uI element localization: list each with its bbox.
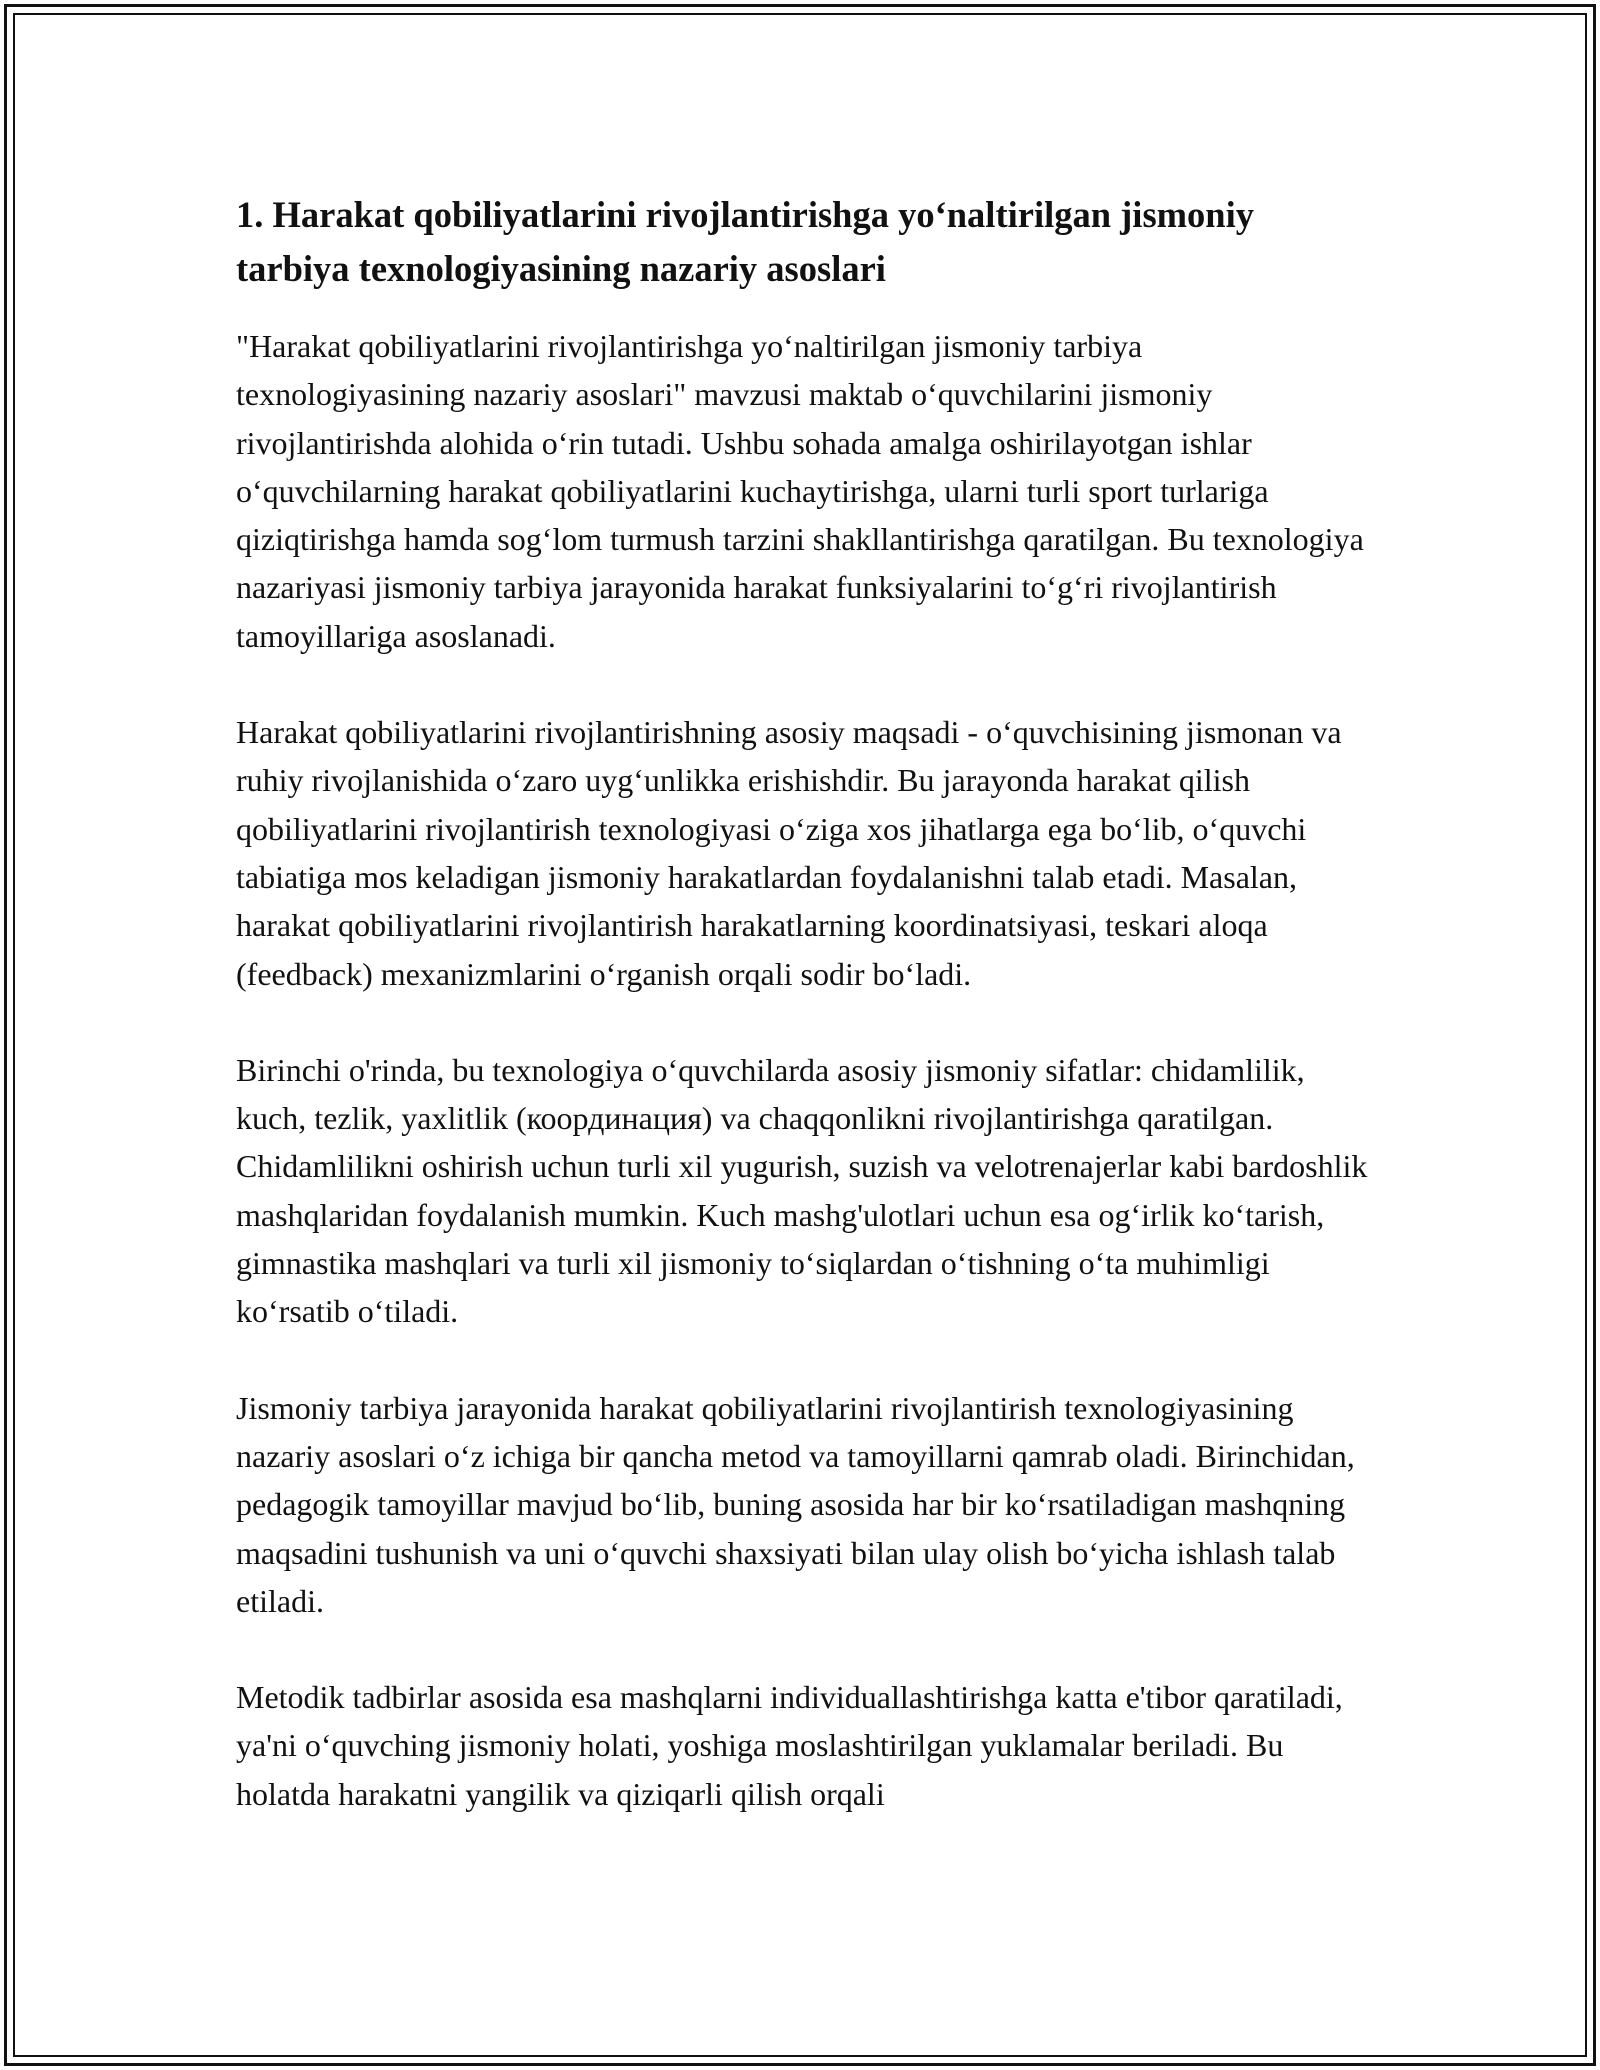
paragraph-4: Jismoniy tarbiya jarayonida harakat qobiliyatlarini rivojlantirish texnologiyasining nazariy asoslari o‘z ichiga bir qancha metod va tamoyillarni qamrab oladi. Birinchidan, pedagogik tamoyillar mavjud bo‘lib, buning asosida har bir ko‘rsatiladigan mashqning maqsadini tushunish va uni o‘quvchi shaxsiyati bilan ulay olish bo‘yicha ishlash talab etiladi.: [236, 1389, 1355, 1619]
paragraph-2: Harakat qobiliyatlarini rivojlantirishning asosiy maqsadi - o‘quvchisining jismonan va ruhiy rivojlanishida o‘zaro uyg‘unlikka erishishdir. Bu jarayonda harakat qilish qobiliyatlarini rivojlantirish texnologiyasi o‘ziga xos jihatlarga ega bo‘lib, o‘quvchi tabiatiga mos keladigan jismoniy harakatlardan foydalanishni talab etadi. Masalan, harakat qobiliyatlarini rivojlantirish harakatlarning koordinatsiyasi, teskari aloqa (feedback) mexanizmlarini o‘rganish orqali sodir bo‘ladi.: [236, 714, 1342, 992]
section-heading: 1. Harakat qobiliyatlarini rivojlantirishga yo‘naltirilgan jismoniy tarbiya texnologiyasining nazariy asoslari: [236, 194, 1254, 289]
paragraph-1: "Harakat qobiliyatlarini rivojlantirishga yo‘naltirilgan jismoniy tarbiya texnologiyasining nazariy asoslari" mavzusi maktab o‘quvchilarini jismoniy rivojlantirishda alohida o‘rin tutadi. Ushbu sohada amalga oshirilayotgan ishlar o‘quvchilarning harakat qobiliyatlarini kuchaytirishga, ularni turli sport turlariga qiziqtirishga hamda sog‘lom turmush tarzini shakllantirishga qaratilgan. Bu texnologiya nazariyasi jismoniy tarbiya jarayonida harakat funksiyalarini to‘g‘ri rivojlantirish tamoyillariga asoslanadi.: [236, 328, 1364, 654]
paragraph-3: Birinchi o'rinda, bu texnologiya o‘quvchilarda asosiy jismoniy sifatlar: chidamlilik, kuch, tezlik, yaxlitlik (координация) va chaqqonlikni rivojlantirishga qaratilgan. Chidamlilikni oshirish uchun turli xil yugurish, suzish va velotrenajerlar kabi bardoshlik mashqlaridan foydalanish mumkin. Kuch mashg'ulotlari uchun esa og‘irlik ko‘tarish, gimnastika mashqlari va turli xil jismoniy to‘siqlardan o‘tishning o‘ta muhimligi ko‘rsatib o‘tiladi.: [236, 1051, 1368, 1330]
paragraph-5: Metodik tadbirlar asosida esa mashqlarni individuallashtirishga katta e'tibor qaratiladi, ya'ni o‘quvching jismoniy holati, yoshiga moslashtirilgan yuklamalar beriladi. Bu holatda harakatni yangilik va qiziqarli qilish orqali: [236, 1679, 1343, 1812]
document-body: [236, 188, 1376, 1866]
